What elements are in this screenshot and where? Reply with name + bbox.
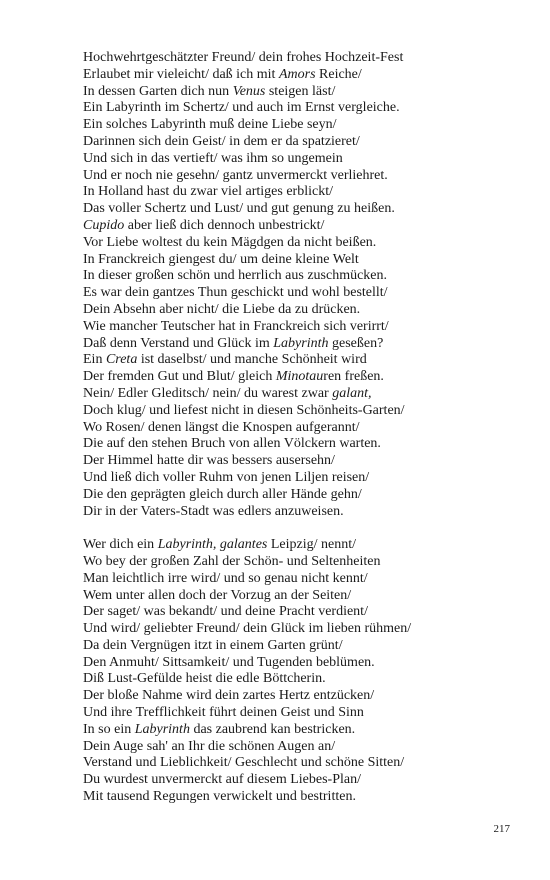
poem-line <box>83 100 523 117</box>
line-text: Es war dein gantzes Thun geschickt und wohl bestellt/ <box>83 285 388 301</box>
poem-line <box>83 487 523 504</box>
poem-line <box>83 252 523 269</box>
poem-line <box>83 420 523 437</box>
line-text: Wem unter allen doch der Vorzug an der Seiten/ <box>83 587 352 603</box>
line-text: In dieser großen schön und herrlich aus zuschmücken. <box>83 268 388 284</box>
italic-text: Amors <box>278 66 316 82</box>
line-text: Den Anmuht/ Sittsamkeit/ und Tugenden beblümen. <box>83 654 375 670</box>
poem-line <box>83 453 523 470</box>
line-text: In so ein <box>83 721 135 737</box>
poem-line <box>83 671 523 688</box>
line-text: Nein/ Edler Gleditsch/ nein/ du warest zwar <box>83 385 333 401</box>
line-text: Dein Absehn aber nicht/ die Liebe da zu drücken. <box>83 301 361 317</box>
poem-line <box>83 319 523 336</box>
line-text: Der bloße Nahme wird dein zartes Hertz entzücken/ <box>83 688 375 704</box>
italic-text: Labyrinth <box>134 721 190 737</box>
poem-line <box>83 369 523 386</box>
poem-line <box>83 134 523 151</box>
poem-line <box>83 554 523 571</box>
line-text: Doch klug/ und liefest nicht in diesen Schönheits-Garten/ <box>83 402 405 418</box>
line-text: Wo bey der großen Zahl der Schön- und Seltenheiten <box>83 553 381 569</box>
italic-text: Venus <box>232 83 266 99</box>
poem-line <box>83 504 523 521</box>
poem-line <box>83 268 523 285</box>
stanza <box>83 50 523 520</box>
poem-line <box>83 84 523 101</box>
line-text: Erlaubet mir vieleicht/ daß ich mit <box>83 66 279 82</box>
poem-line <box>83 184 523 201</box>
line-text: Das voller Schertz und Lust/ und gut genung zu heißen. <box>83 201 395 217</box>
line-text: Und er noch nie gesehn/ gantz unvermerckt verliehret. <box>83 167 388 183</box>
line-text: Ein Labyrinth im Schertz/ und auch im Ernst vergleiche. <box>83 100 400 116</box>
line-text: Dein Auge sah' an Ihr die schönen Augen an/ <box>83 738 336 754</box>
poem-line <box>83 655 523 672</box>
line-text: Diß Lust-Gefülde heist die edle Böttcherin. <box>83 671 326 687</box>
line-text: Darinnen sich dein Geist/ in dem er da spatzieret/ <box>83 133 360 149</box>
line-text: Da dein Vergnügen itzt in einem Garten grünt/ <box>83 637 343 653</box>
line-text: Man leichtlich irre wird/ und so genau nicht kennt/ <box>83 570 368 586</box>
poem-line <box>83 705 523 722</box>
poem-line <box>83 470 523 487</box>
poem-line <box>83 436 523 453</box>
line-text: Der saget/ was bekandt/ und deine Pracht verdient/ <box>83 604 368 620</box>
poem-line <box>83 336 523 353</box>
line-text: gesеßen? <box>328 335 384 351</box>
line-text: Hochwehrtgeschätzter Freund/ dein frohes Hochzeit-Fest <box>83 50 404 65</box>
poem-text <box>83 50 523 806</box>
line-text: Der fremden Gut und Blut/ gleich <box>83 369 276 385</box>
italic-text: Labyrinth <box>273 335 329 351</box>
line-text: Ein <box>83 352 106 368</box>
italic-text: Creta <box>105 352 138 368</box>
poem-line <box>83 168 523 185</box>
poem-line <box>83 638 523 655</box>
line-text: Leipzig/ nennt/ <box>267 537 357 553</box>
poem-line <box>83 50 523 67</box>
poem-line <box>83 235 523 252</box>
line-text: In dessen Garten dich nun <box>83 83 233 99</box>
line-text: Und ließ dich voller Ruhm von jenen Liljen reisen/ <box>83 469 370 485</box>
poem-line <box>83 386 523 403</box>
line-text: Die den geprägten gleich durch aller Hände gehn/ <box>83 486 362 502</box>
poem-line <box>83 571 523 588</box>
poem-line <box>83 604 523 621</box>
poem-line <box>83 621 523 638</box>
line-text: ist daselbst/ und manche Schönheit wird <box>137 352 367 368</box>
poem-line <box>83 285 523 302</box>
poem-line <box>83 302 523 319</box>
line-text: Ein solches Labyrinth muß deine Liebe seyn/ <box>83 117 337 133</box>
poem-line <box>83 688 523 705</box>
line-text: Reiche/ <box>315 66 362 82</box>
italic-text: galant, <box>332 385 372 401</box>
poem-line <box>83 403 523 420</box>
line-text: In Franckreich giengest du/ um deine kleine Welt <box>83 251 359 267</box>
italic-text: Cupido <box>83 217 125 233</box>
poem-line <box>83 588 523 605</box>
line-text: Und wird/ geliebter Freund/ dein Glück im lieben rühmen/ <box>83 621 412 637</box>
poem-line <box>83 201 523 218</box>
line-text: Und sich in das vertieft/ was ihm so ungemein <box>83 150 343 166</box>
poem-line <box>83 537 523 554</box>
italic-text: Labyrinth, galantes <box>157 537 268 553</box>
line-text: das zaubrend kan bestricken. <box>189 721 356 737</box>
line-text: Wo Rosen/ denen längst die Knospen aufgerannt/ <box>83 419 360 435</box>
line-text: Verstand und Lieblichkeit/ Geschlecht und schöne Sitten/ <box>83 755 405 771</box>
poem-line <box>83 755 523 772</box>
line-text: Daß denn Verstand und Glück im <box>83 335 274 351</box>
page-number: 217 <box>493 823 510 835</box>
line-text: Du wurdest unvermerckt auf diesem Liebes-Plan/ <box>83 772 361 788</box>
poem-line <box>83 218 523 235</box>
line-text: Wer dich ein <box>83 537 158 553</box>
poem-line <box>83 117 523 134</box>
poem-line <box>83 722 523 739</box>
line-text: Die auf den stehen Bruch von allen Völckern warten. <box>83 436 381 452</box>
line-text: steigen läst/ <box>265 83 336 99</box>
line-text: ren freßen. <box>323 369 384 385</box>
poem-line <box>83 151 523 168</box>
poem-line <box>83 67 523 84</box>
poem-line <box>83 789 523 806</box>
line-text: In Holland hast du zwar viel artiges erblickt/ <box>83 184 333 200</box>
poem-line <box>83 352 523 369</box>
line-text: Vor Liebe woltest du kein Mägdgen da nicht beißen. <box>83 234 377 250</box>
line-text: aber ließ dich dennoch unbestrickt/ <box>124 217 325 233</box>
line-text: Mit tausend Regungen verwickelt und bestritten. <box>83 789 356 805</box>
italic-text: Minotau <box>275 369 324 385</box>
line-text: Und ihre Trefflichkeit führt deinen Geist und Sinn <box>83 705 364 721</box>
line-text: Dir in der Vaters-Stadt was edlers anzuweisen. <box>83 503 344 519</box>
poem-line <box>83 772 523 789</box>
line-text: Wie mancher Teutscher hat in Franckreich sich verirrt/ <box>83 318 389 334</box>
line-text: Der Himmel hatte dir was bessers ausersehn/ <box>83 453 335 469</box>
poem-line <box>83 739 523 756</box>
stanza <box>83 537 523 806</box>
